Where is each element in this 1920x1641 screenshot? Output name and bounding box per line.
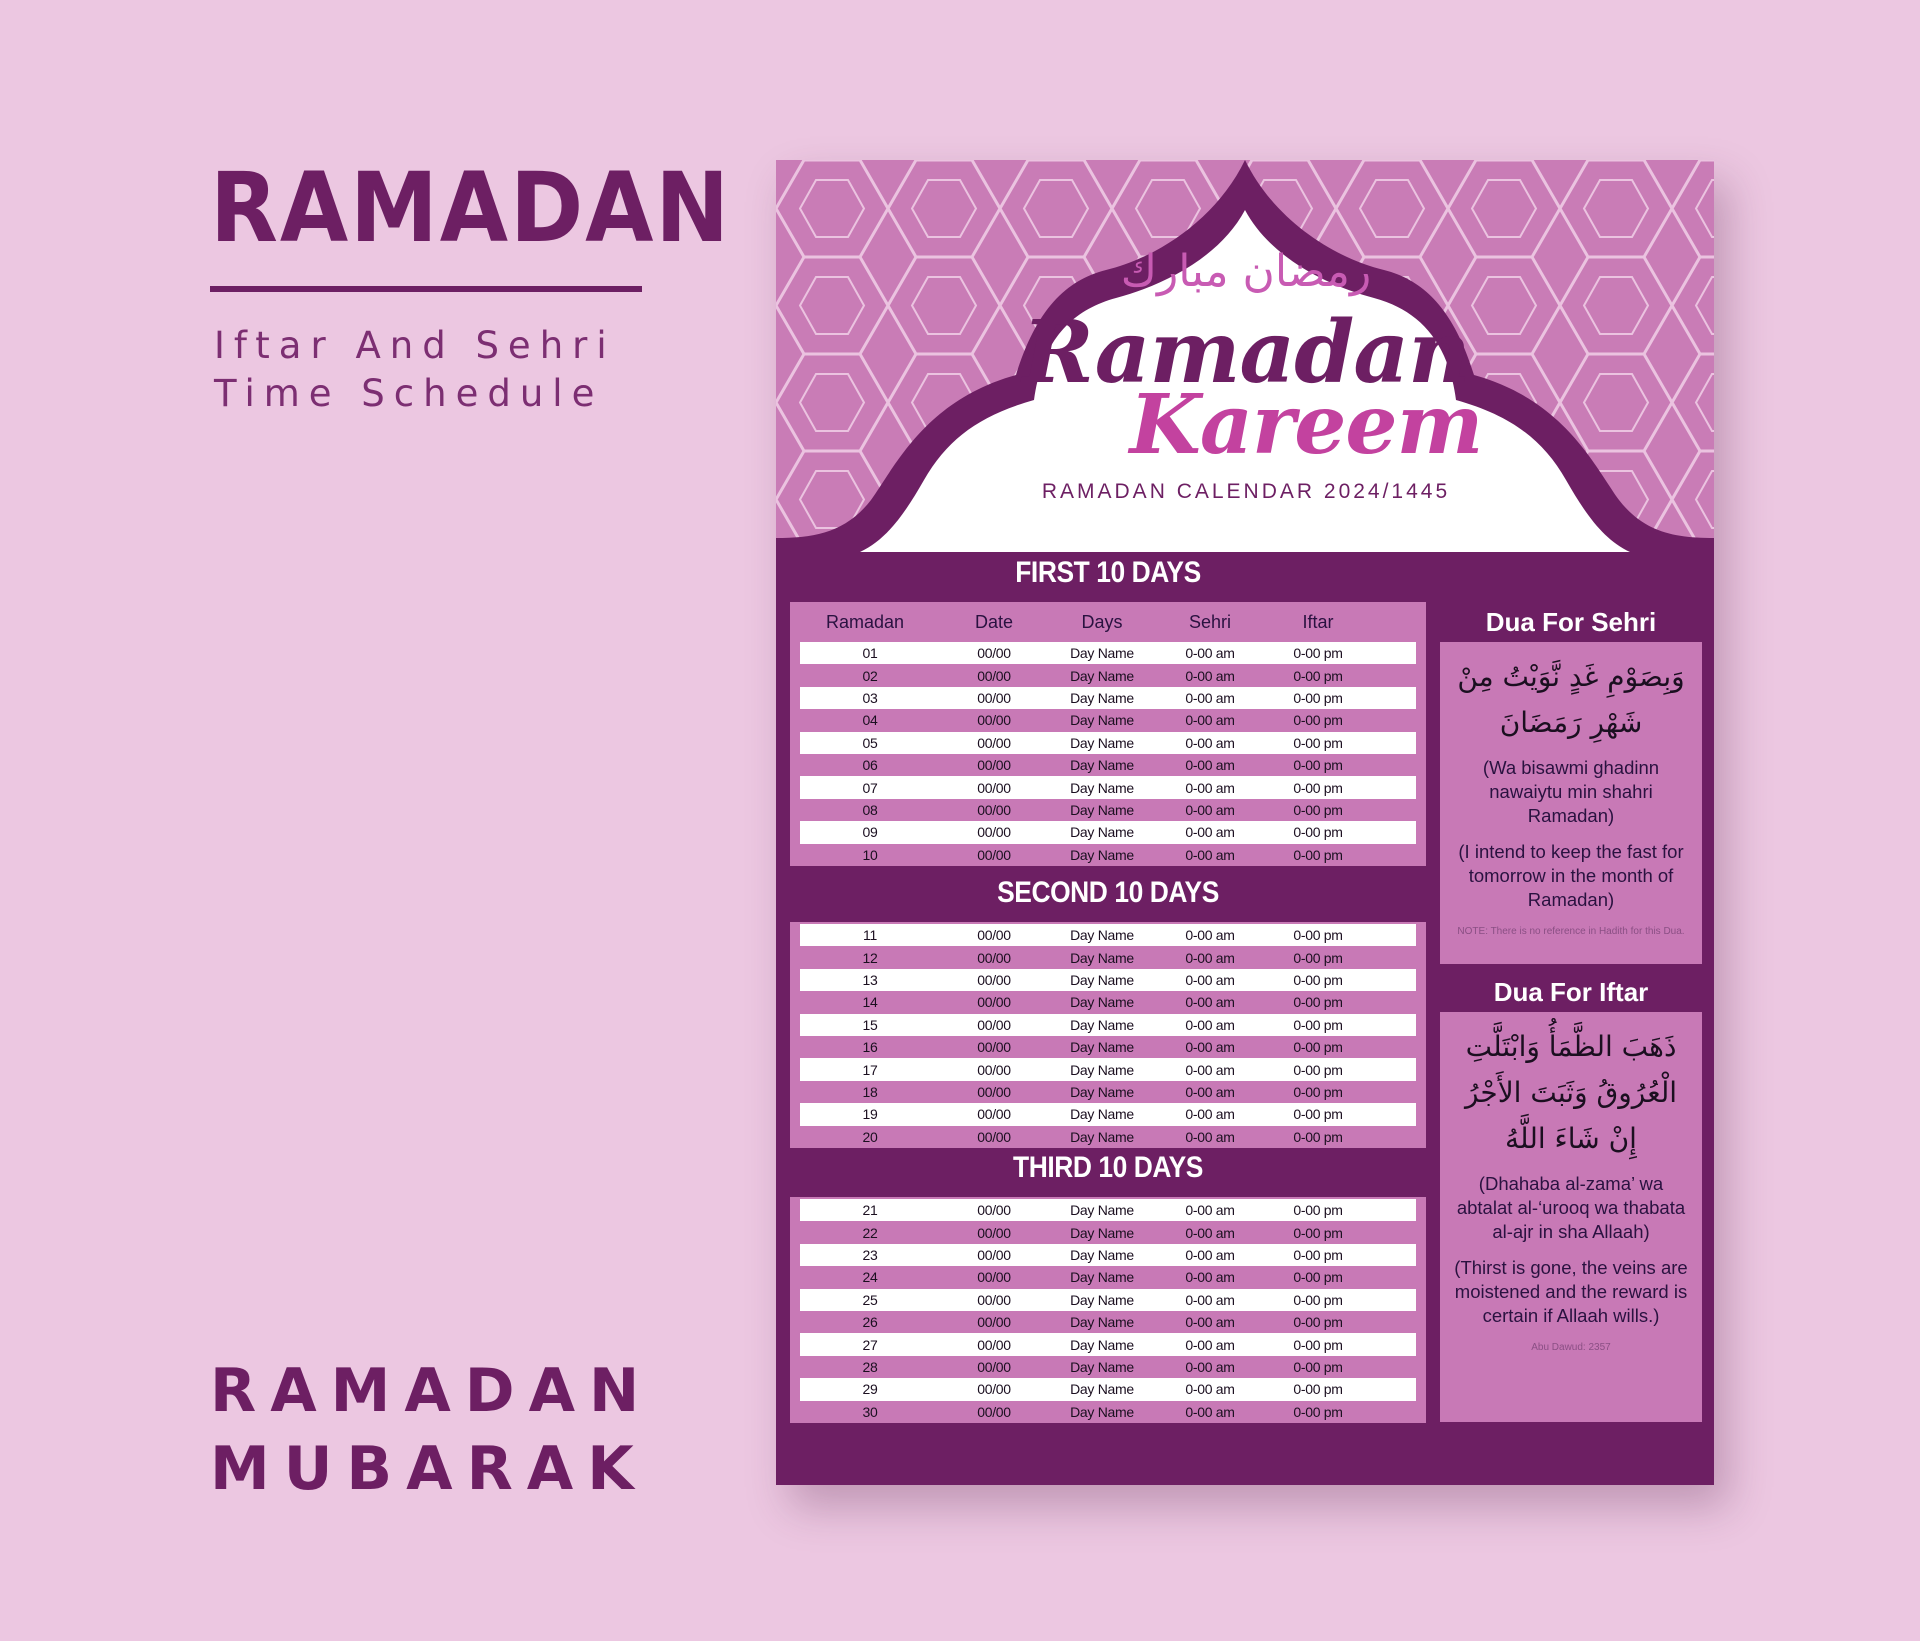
- table-row: [800, 732, 1416, 754]
- row-date: 00/00: [977, 1106, 1011, 1123]
- row-iftar-time: 0-00 pm: [1293, 1039, 1343, 1056]
- row-day-name: Day Name: [1070, 1358, 1134, 1375]
- row-sehri-time: 0-00 am: [1185, 1106, 1235, 1123]
- left-divider: [210, 286, 642, 292]
- row-iftar-time: 0-00 pm: [1293, 757, 1343, 774]
- table-row: [800, 1333, 1416, 1355]
- dua-sehri-translit: (Wa bisawmi ghadinn nawaiytu min shahri Ramadan): [1482, 757, 1660, 826]
- dua-iftar: [1440, 972, 1702, 1422]
- row-sehri-time: 0-00 am: [1185, 1381, 1235, 1398]
- table-row: [800, 844, 1416, 866]
- row-iftar-time: 0-00 pm: [1293, 949, 1343, 966]
- row-iftar-time: 0-00 pm: [1293, 801, 1343, 818]
- row-sehri-time: 0-00 am: [1185, 1083, 1235, 1100]
- table-row: [800, 754, 1416, 776]
- row-day-number: 28: [862, 1358, 878, 1375]
- row-sehri-time: 0-00 am: [1185, 1269, 1235, 1286]
- row-day-name: Day Name: [1070, 971, 1134, 988]
- title-ramadan: Ramadan: [1022, 302, 1470, 403]
- row-day-number: 25: [862, 1291, 878, 1308]
- dua-sehri-body: [1440, 642, 1702, 964]
- row-day-number: 16: [862, 1039, 878, 1056]
- row-day-name: Day Name: [1070, 949, 1134, 966]
- dua-sehri-note: NOTE: There is no reference in Hadith for this Dua.: [1457, 926, 1685, 937]
- row-date: 00/00: [977, 846, 1011, 863]
- table-row: [800, 1199, 1416, 1221]
- row-date: 00/00: [977, 1381, 1011, 1398]
- row-sehri-time: 0-00 am: [1185, 712, 1235, 729]
- header-text: [776, 160, 1714, 552]
- row-day-number: 01: [862, 645, 878, 662]
- table-row: [800, 1311, 1416, 1333]
- row-date: 00/00: [977, 1224, 1011, 1241]
- table-row: [800, 1356, 1416, 1378]
- table-row: [800, 1036, 1416, 1058]
- row-day-name: Day Name: [1070, 645, 1134, 662]
- row-sehri-time: 0-00 am: [1185, 779, 1235, 796]
- row-date: 00/00: [977, 779, 1011, 796]
- row-day-number: 18: [862, 1083, 878, 1100]
- row-date: 00/00: [977, 927, 1011, 944]
- row-sehri-time: 0-00 am: [1185, 1128, 1235, 1145]
- table-third-10: [790, 1197, 1426, 1423]
- row-day-number: 27: [862, 1336, 878, 1353]
- row-sehri-time: 0-00 am: [1185, 949, 1235, 966]
- section-title-second: SECOND 10 DAYS: [997, 876, 1219, 909]
- row-date: 00/00: [977, 1314, 1011, 1331]
- row-day-number: 23: [862, 1246, 878, 1263]
- row-iftar-time: 0-00 pm: [1293, 1403, 1343, 1420]
- left-title: RAMADAN: [210, 152, 732, 264]
- row-sehri-time: 0-00 am: [1185, 927, 1235, 944]
- row-day-number: 20: [862, 1128, 878, 1145]
- row-day-name: Day Name: [1070, 927, 1134, 944]
- row-sehri-time: 0-00 am: [1185, 734, 1235, 751]
- row-day-number: 19: [862, 1106, 878, 1123]
- row-date: 00/00: [977, 1083, 1011, 1100]
- row-day-name: Day Name: [1070, 801, 1134, 818]
- dua-iftar-meaning: (Thirst is gone, the veins are moistened and the reward is certain if Allaah wills.): [1454, 1257, 1688, 1326]
- row-date: 00/00: [977, 757, 1011, 774]
- row-day-number: 14: [862, 994, 878, 1011]
- row-sehri-time: 0-00 am: [1185, 689, 1235, 706]
- dua-iftar-arabic-line3: إِنْ شَاءَ اللَّهُ: [1505, 1122, 1637, 1155]
- row-sehri-time: 0-00 am: [1185, 971, 1235, 988]
- row-day-name: Day Name: [1070, 1269, 1134, 1286]
- row-date: 00/00: [977, 1061, 1011, 1078]
- row-iftar-time: 0-00 pm: [1293, 1291, 1343, 1308]
- table-row: [800, 1103, 1416, 1125]
- row-iftar-time: 0-00 pm: [1293, 779, 1343, 796]
- rows-third: [790, 1199, 1426, 1423]
- dua-iftar-translit: (Dhahaba al-zama’ wa abtalat al-‘urooq wa thabata al-ajr in sha Allaah): [1456, 1173, 1686, 1242]
- left-bottom-greeting: [210, 1352, 653, 1508]
- row-day-number: 12: [862, 949, 878, 966]
- row-iftar-time: 0-00 pm: [1293, 1061, 1343, 1078]
- row-sehri-time: 0-00 am: [1185, 667, 1235, 684]
- row-day-name: Day Name: [1070, 1381, 1134, 1398]
- row-day-name: Day Name: [1070, 667, 1134, 684]
- title-kareem: Kareem: [1129, 377, 1483, 473]
- table-row: [800, 776, 1416, 798]
- row-day-number: 26: [862, 1314, 878, 1331]
- col-sehri: Sehri: [1188, 611, 1232, 632]
- table-row: [800, 946, 1416, 968]
- row-day-number: 30: [862, 1403, 878, 1420]
- row-sehri-time: 0-00 am: [1185, 994, 1235, 1011]
- row-iftar-time: 0-00 pm: [1293, 645, 1343, 662]
- row-day-number: 07: [862, 779, 878, 796]
- row-day-name: Day Name: [1070, 1106, 1134, 1123]
- row-iftar-time: 0-00 pm: [1293, 846, 1343, 863]
- row-day-number: 13: [862, 971, 878, 988]
- row-iftar-time: 0-00 pm: [1293, 1128, 1343, 1145]
- table-row: [800, 1266, 1416, 1288]
- row-iftar-time: 0-00 pm: [1293, 1314, 1343, 1331]
- row-iftar-time: 0-00 pm: [1293, 1269, 1343, 1286]
- row-date: 00/00: [977, 1128, 1011, 1145]
- col-date: Date: [974, 611, 1014, 632]
- row-iftar-time: 0-00 pm: [1293, 667, 1343, 684]
- row-date: 00/00: [977, 712, 1011, 729]
- row-iftar-time: 0-00 pm: [1293, 1224, 1343, 1241]
- dua-sehri-title: Dua For Sehri: [1485, 607, 1657, 637]
- row-day-number: 11: [863, 927, 877, 944]
- dua-sehri: [1440, 602, 1702, 964]
- row-day-name: Day Name: [1070, 1403, 1134, 1420]
- row-day-name: Day Name: [1070, 1083, 1134, 1100]
- row-sehri-time: 0-00 am: [1185, 1039, 1235, 1056]
- row-day-number: 17: [862, 1061, 878, 1078]
- rows-first: [790, 642, 1426, 866]
- row-date: 00/00: [977, 1269, 1011, 1286]
- row-iftar-time: 0-00 pm: [1293, 1016, 1343, 1033]
- row-day-name: Day Name: [1070, 1061, 1134, 1078]
- row-sehri-time: 0-00 am: [1185, 1202, 1235, 1219]
- table-row: [800, 1221, 1416, 1243]
- row-day-name: Day Name: [1070, 1246, 1134, 1263]
- left-subtitle-line2: Time Schedule: [214, 372, 604, 415]
- row-date: 00/00: [977, 1246, 1011, 1263]
- row-iftar-time: 0-00 pm: [1293, 971, 1343, 988]
- row-sehri-time: 0-00 am: [1185, 757, 1235, 774]
- row-iftar-time: 0-00 pm: [1293, 927, 1343, 944]
- left-subtitle-line1: Iftar And Sehri: [214, 324, 616, 367]
- row-date: 00/00: [977, 734, 1011, 751]
- row-day-name: Day Name: [1070, 1016, 1134, 1033]
- row-date: 00/00: [977, 667, 1011, 684]
- row-date: 00/00: [977, 689, 1011, 706]
- row-date: 00/00: [977, 1016, 1011, 1033]
- row-day-name: Day Name: [1070, 757, 1134, 774]
- row-iftar-time: 0-00 pm: [1293, 1083, 1343, 1100]
- row-day-number: 09: [862, 824, 878, 841]
- row-day-name: Day Name: [1070, 712, 1134, 729]
- table-row: [800, 642, 1416, 664]
- row-day-name: Day Name: [1070, 1039, 1134, 1056]
- row-iftar-time: 0-00 pm: [1293, 1358, 1343, 1375]
- table-row: [800, 1401, 1416, 1423]
- row-day-number: 22: [862, 1224, 878, 1241]
- dua-sehri-arabic-line1: وَبِصَوْمِ غَدٍ نَّوَيْتُ مِنْ: [1457, 660, 1685, 693]
- row-date: 00/00: [977, 1039, 1011, 1056]
- row-iftar-time: 0-00 pm: [1293, 734, 1343, 751]
- row-day-name: Day Name: [1070, 734, 1134, 751]
- row-sehri-time: 0-00 am: [1185, 846, 1235, 863]
- left-subtitle: [214, 322, 616, 418]
- row-day-name: Day Name: [1070, 689, 1134, 706]
- left-bottom-line2: MUBARAK: [210, 1434, 648, 1504]
- row-day-number: 04: [862, 712, 878, 729]
- dua-sehri-arabic: [1450, 654, 1692, 746]
- row-day-number: 10: [862, 846, 878, 863]
- table-row: [800, 1081, 1416, 1103]
- table-row: [800, 1126, 1416, 1148]
- col-iftar: Iftar: [1302, 611, 1334, 632]
- row-sehri-time: 0-00 am: [1185, 1246, 1235, 1263]
- row-date: 00/00: [977, 1336, 1011, 1353]
- row-day-name: Day Name: [1070, 779, 1134, 796]
- row-date: 00/00: [977, 971, 1011, 988]
- row-day-number: 24: [862, 1269, 878, 1286]
- row-iftar-time: 0-00 pm: [1293, 1202, 1343, 1219]
- row-date: 00/00: [977, 949, 1011, 966]
- row-sehri-time: 0-00 am: [1185, 1061, 1235, 1078]
- row-date: 00/00: [977, 994, 1011, 1011]
- row-iftar-time: 0-00 pm: [1293, 994, 1343, 1011]
- table-row: [800, 1058, 1416, 1080]
- row-day-name: Day Name: [1070, 824, 1134, 841]
- section-title-first: FIRST 10 DAYS: [1015, 556, 1201, 589]
- col-days: Days: [1081, 611, 1123, 632]
- row-day-number: 06: [862, 757, 878, 774]
- row-iftar-time: 0-00 pm: [1293, 712, 1343, 729]
- section-title-third: THIRD 10 DAYS: [1013, 1151, 1203, 1184]
- row-day-name: Day Name: [1070, 1291, 1134, 1308]
- row-iftar-time: 0-00 pm: [1293, 689, 1343, 706]
- calendar-poster: [776, 160, 1714, 1485]
- table-header: [790, 602, 1426, 642]
- table-row: [800, 924, 1416, 946]
- dua-sehri-meaning: (I intend to keep the fast for tomorrow in the month of Ramadan): [1458, 841, 1684, 910]
- rows-second: [790, 924, 1426, 1148]
- arabic-greeting: رمضان مبارك: [1120, 246, 1372, 297]
- row-day-name: Day Name: [1070, 1336, 1134, 1353]
- row-date: 00/00: [977, 1358, 1011, 1375]
- table-row: [800, 1244, 1416, 1266]
- row-sehri-time: 0-00 am: [1185, 1016, 1235, 1033]
- row-date: 00/00: [977, 1403, 1011, 1420]
- row-day-name: Day Name: [1070, 846, 1134, 863]
- row-sehri-time: 0-00 am: [1185, 645, 1235, 662]
- table-row: [800, 709, 1416, 731]
- table-row: [800, 821, 1416, 843]
- row-date: 00/00: [977, 645, 1011, 662]
- row-day-number: 15: [862, 1016, 878, 1033]
- row-iftar-time: 0-00 pm: [1293, 1381, 1343, 1398]
- row-sehri-time: 0-00 am: [1185, 1336, 1235, 1353]
- table-row: [800, 991, 1416, 1013]
- dua-iftar-body: [1440, 1012, 1702, 1422]
- row-day-name: Day Name: [1070, 1224, 1134, 1241]
- row-iftar-time: 0-00 pm: [1293, 1106, 1343, 1123]
- row-day-number: 08: [862, 801, 878, 818]
- row-day-name: Day Name: [1070, 1314, 1134, 1331]
- dua-iftar-arabic-line1: ذَهَبَ الظَّمَأُ وَابْتَلَّتِ: [1465, 1030, 1677, 1063]
- left-bottom-line1: RAMADAN: [210, 1356, 654, 1426]
- row-day-number: 21: [862, 1202, 878, 1219]
- row-sehri-time: 0-00 am: [1185, 1403, 1235, 1420]
- table-row: [800, 969, 1416, 991]
- row-date: 00/00: [977, 1202, 1011, 1219]
- calendar-year: RAMADAN CALENDAR 2024/1445: [1041, 480, 1451, 503]
- dua-iftar-arabic: [1450, 1024, 1692, 1162]
- row-sehri-time: 0-00 am: [1185, 1291, 1235, 1308]
- row-iftar-time: 0-00 pm: [1293, 1246, 1343, 1263]
- row-date: 00/00: [977, 824, 1011, 841]
- row-day-number: 03: [862, 689, 878, 706]
- row-day-number: 29: [862, 1381, 878, 1398]
- col-ramadan: Ramadan: [825, 611, 905, 632]
- dua-iftar-title: Dua For Iftar: [1493, 977, 1649, 1007]
- row-sehri-time: 0-00 am: [1185, 801, 1235, 818]
- row-date: 00/00: [977, 1291, 1011, 1308]
- row-day-name: Day Name: [1070, 994, 1134, 1011]
- row-sehri-time: 0-00 am: [1185, 1314, 1235, 1331]
- table-row: [800, 799, 1416, 821]
- dua-iftar-note: Abu Dawud: 2357: [1531, 1342, 1611, 1353]
- row-date: 00/00: [977, 801, 1011, 818]
- dua-sehri-arabic-line2: شَهْرِ رَمَضَانَ: [1499, 706, 1643, 739]
- row-day-name: Day Name: [1070, 1202, 1134, 1219]
- row-sehri-time: 0-00 am: [1185, 1224, 1235, 1241]
- table-row: [800, 1378, 1416, 1400]
- table-row: [800, 1289, 1416, 1311]
- table-first-10: [790, 602, 1426, 866]
- row-day-number: 05: [862, 734, 878, 751]
- table-row: [800, 1014, 1416, 1036]
- row-sehri-time: 0-00 am: [1185, 824, 1235, 841]
- table-row: [800, 664, 1416, 686]
- dua-iftar-arabic-line2: الْعُرُوقُ وَثَبَتَ الأَجْرُ: [1464, 1076, 1678, 1109]
- table-second-10: [790, 922, 1426, 1148]
- row-iftar-time: 0-00 pm: [1293, 1336, 1343, 1353]
- row-day-number: 02: [862, 667, 878, 684]
- row-iftar-time: 0-00 pm: [1293, 824, 1343, 841]
- table-row: [800, 687, 1416, 709]
- row-day-name: Day Name: [1070, 1128, 1134, 1145]
- row-sehri-time: 0-00 am: [1185, 1358, 1235, 1375]
